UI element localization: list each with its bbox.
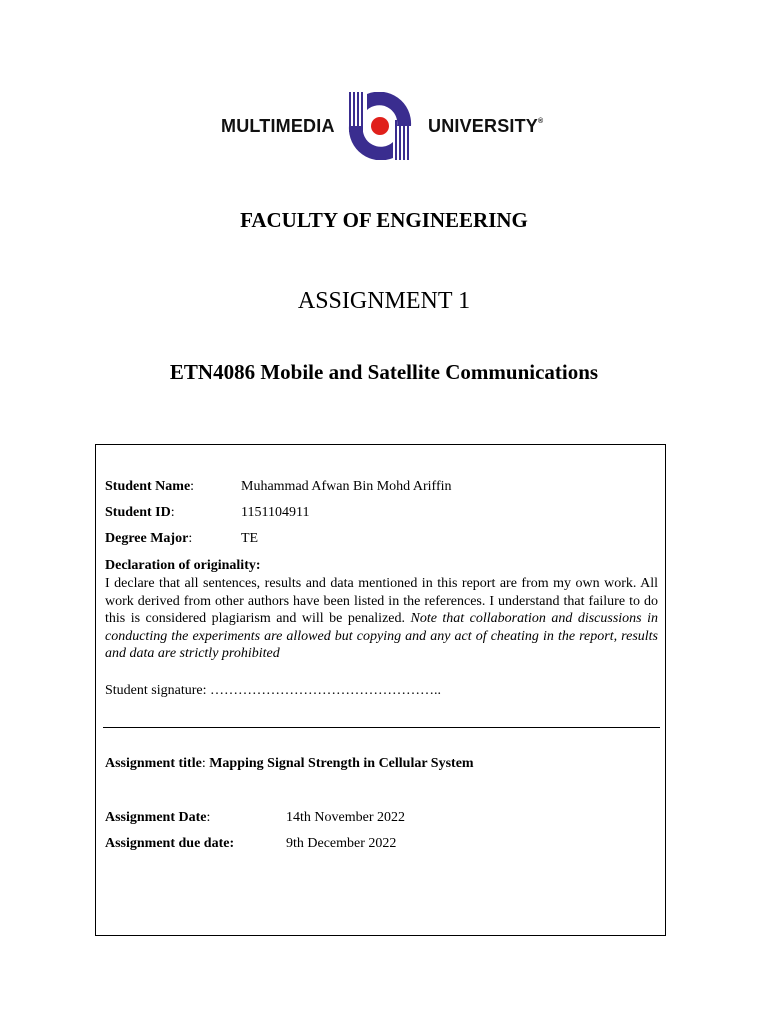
logo-right-word: UNIVERSITY® <box>428 116 544 136</box>
assignment-due-row <box>105 836 397 852</box>
registered-mark: ® <box>538 118 544 125</box>
declaration-text: I declare that all sentences, results and data mentioned in this report are from my own work. All work derived from other authors have been listed in the references. I understand that failure to do this is considered plagiarism and will be penalized. <box>105 576 658 626</box>
declaration-note: Note that collaboration and discussions in conducting the experiments are allowed but copying and any act of cheating in the report, results and data are strictly prohibited <box>105 611 658 661</box>
assignment-due-label: Assignment due date: <box>105 836 235 851</box>
logo-left-word: MULTIMEDIA <box>221 116 335 136</box>
assignment-date-value: 14th November 2022 <box>286 810 405 825</box>
assignment-title-value: Mapping Signal Strength in Cellular System <box>209 756 474 771</box>
university-logo <box>0 90 768 162</box>
degree-major-row: Degree Major: TE <box>105 531 259 546</box>
declaration-body <box>105 575 658 663</box>
assignment-date-row: Assignment Date: 14th November 2022 <box>105 810 405 825</box>
student-signature-line: Student signature: ………………………………………….. <box>105 683 441 698</box>
assignment-date-label: Assignment Date <box>105 810 207 825</box>
assignment-heading: ASSIGNMENT 1 <box>297 288 471 314</box>
student-id-label: Student ID <box>105 505 171 520</box>
student-name-row: Student Name: Muhammad Afwan Bin Mohd Ariffin <box>105 479 452 494</box>
cover-info-box <box>95 444 666 936</box>
assignment-title-row: Assignment title: Mapping Signal Strength in Cellular System <box>105 756 474 771</box>
course-heading: ETN4086 Mobile and Satellite Communications <box>169 360 599 384</box>
degree-major-label: Degree Major <box>105 531 189 546</box>
declaration-title: Declaration of originality: <box>105 558 261 573</box>
student-name-value: Muhammad Afwan Bin Mohd Ariffin <box>241 479 452 494</box>
student-id-value: 1151104911 <box>241 505 310 520</box>
student-id-row: Student ID: 1151104911 <box>105 505 310 520</box>
assignment-due-value: 9th December 2022 <box>286 836 397 851</box>
student-name-label: Student Name <box>105 479 191 494</box>
degree-major-value: TE <box>241 531 259 546</box>
faculty-heading: FACULTY OF ENGINEERING <box>240 208 528 232</box>
assignment-title-label: Assignment title <box>105 756 202 771</box>
section-divider <box>103 727 660 728</box>
logo-emblem-icon <box>345 92 417 160</box>
